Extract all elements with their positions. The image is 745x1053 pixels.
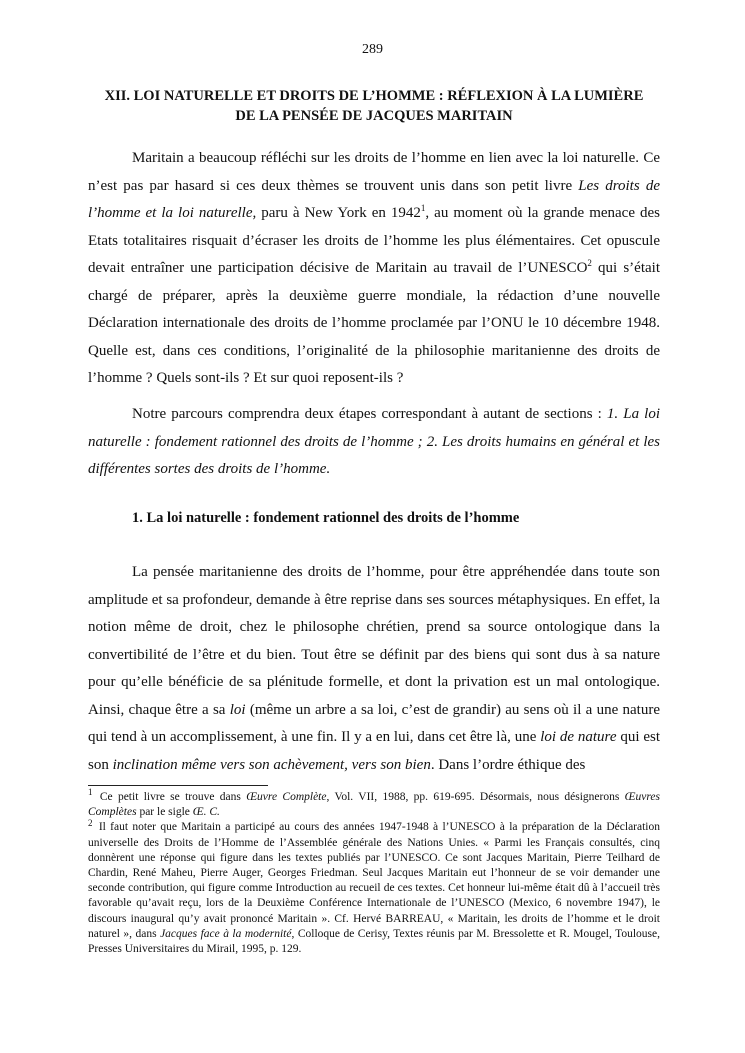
text-run: Maritain a beaucoup réfléchi sur les droits de l’homme en lien avec la loi naturelle. Ce n’est pas par hasard si ces deux thèmes se trouvent unis dans son petit livre <box>88 150 660 194</box>
page-number: 289 <box>362 42 383 57</box>
footnote-1 <box>88 787 660 820</box>
cited-book-title: Jacques face à la modernité <box>160 927 292 940</box>
text-run: Notre parcours comprendra deux étapes correspondant à autant de sections : <box>132 406 607 422</box>
footnote-1-mark: 1 <box>88 787 93 798</box>
emphasis-inclination: inclination même vers son achèvement, vers son bien <box>112 756 431 773</box>
oeuvres-title: Œuvres Complètes <box>88 791 660 819</box>
book-title: Les droits de l’homme et la loi naturelle, <box>88 177 660 221</box>
footnotes <box>88 787 661 957</box>
section-outline: 1. La loi naturelle : fondement rationnel des droits de l’homme ; 2. Les droits humains en général et les différentes sortes des droits de l’homme. <box>88 406 660 477</box>
emphasis-loi: loi <box>229 701 246 718</box>
text-run: (même un arbre a sa loi, c’est de grandir) au sens où il a une nature qui tend à un accomplissement, à une fin. Il y a en lui, dans cet être là, une <box>88 701 660 745</box>
text-run: , Colloque de Cerisy, Textes réunis par M. Bressolette et R. Mougel, Toulouse, Presses Universitaires du Mirail, 1995, p. 129. <box>88 927 661 956</box>
footnote-ref-2[interactable]: 2 <box>587 258 592 268</box>
outline-paragraph <box>88 401 660 484</box>
text-run: Il faut noter que Maritain a participé au cours des années 1947-1948 à l’UNESCO à la préparation de la Déclaration universelle des Droits de l’Homme de l’Assemblée générale des Nations Unies. « Parmi les Français consultés, cinq donnèrent une réponse qui figure dans les textes publiés par l’UNESCO. Ce sont Jacques Maritain, Pierre Teilhard de Chardin, René Maheu, Pierre Auger, Georges Friedman. Seul Jacques Maritain eut l’honneur de se voir demander une seconde contribution, qui figure comme Introduction au recueil de ces textes. Cet honneur lui-même était dû à l’accueil très favorable qu’avait reçu, lors de la Deuxième Conférence Internationale de l’UNESCO (Mexico, 6 novembre 1947), le discours inaugural qu’y avait prononcé Maritain ». Cf. Hervé BARREAU, « Maritain, les droits de l’homme et le droit naturel », dans <box>88 821 660 940</box>
section-heading: 1. La loi naturelle : fondement rationnel des droits de l’homme <box>132 510 520 526</box>
text-run: . Dans l’ordre éthique des <box>430 756 586 773</box>
text-run: La pensée maritanienne des droits de l’homme, pour être appréhendée dans toute son amplitude et sa profondeur, demande à être reprise dans ses sources métaphysiques. En effet, la notion même de droit, chez le philosophe chrétien, prend sa source ontologique dans la convertibilité de l’être et du bien. Tout être se définit par des biens qui sont dus à sa nature pour qu’elle bénéficie de sa plénitude formelle, et dont la privation est un mal ontologique. Ainsi, chaque être a sa <box>88 564 660 718</box>
footnote-2 <box>88 817 661 957</box>
text-run: qui s’était chargé de préparer, après la deuxième guerre mondiale, la rédaction d’une nouvelle Déclaration internationale des droits de l’homme proclamée par l’ONU le 10 décembre 1948. Quelle est, dans ces conditions, l’originalité de la philosophie maritanienne des droits de l’homme ? Quels sont-ils ? Et sur quoi reposent-ils ? <box>88 260 660 386</box>
text-run: qui est son <box>88 729 660 773</box>
text-run: par le sigle <box>136 806 193 819</box>
footnote-2-mark: 2 <box>88 817 93 828</box>
oeuvre-title: Œuvre Complète <box>246 791 327 803</box>
chapter-title-line-2: DE LA PENSÉE DE JACQUES MARITAIN <box>235 108 513 124</box>
chapter-title <box>88 86 660 126</box>
intro-paragraph <box>88 145 660 393</box>
text-run: Ce petit livre se trouve dans <box>94 791 247 803</box>
footnote-divider <box>88 785 268 786</box>
chapter-title-line-1: XII. LOI NATURELLE ET DROITS DE L’HOMME : RÉFLEXION À LA LUMIÈRE <box>104 88 644 104</box>
section-paragraph <box>88 559 660 779</box>
footnote-ref-1[interactable]: 1 <box>420 203 426 213</box>
text-run: paru à New York en 1942 <box>256 205 421 221</box>
text-run: , au moment où la grande menace des Etats totalitaires risquait d’écraser les droits de l’homme les plus élémentaires. Cet opuscule devait entraîner une participation décisive de Maritain au travail de l’UNESCO <box>88 205 660 276</box>
sigle: Œ. C. <box>192 806 220 819</box>
text-run: , Vol. VII, 1988, pp. 619-695. Désormais, nous désignerons <box>326 791 625 803</box>
emphasis-loi-de-nature: loi de nature <box>540 729 617 745</box>
